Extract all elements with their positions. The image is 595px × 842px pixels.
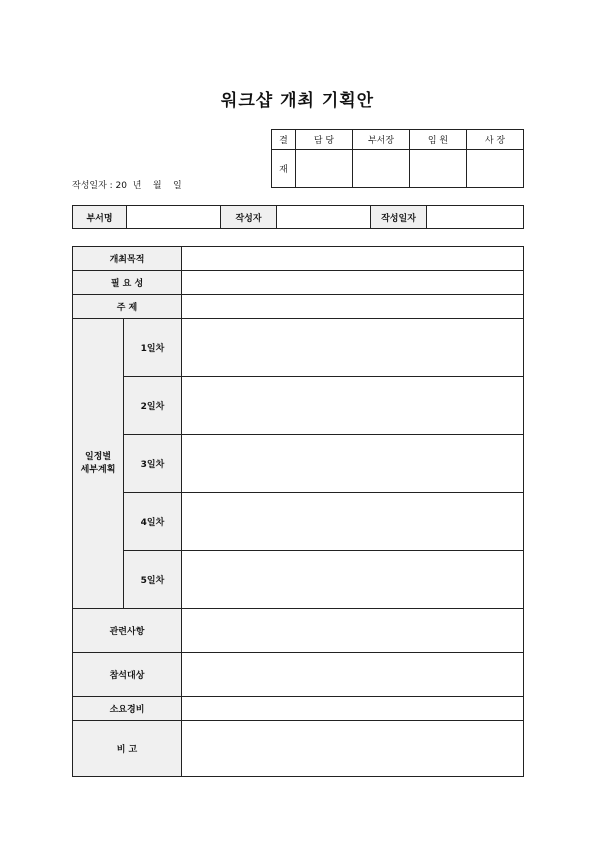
- author-field[interactable]: [277, 206, 371, 229]
- attendees-label: 참석대상: [73, 653, 182, 697]
- department-label: 부서명: [73, 206, 127, 229]
- author-label: 작성자: [221, 206, 277, 229]
- purpose-field[interactable]: [182, 247, 524, 271]
- necessity-label: 필 요 성: [73, 271, 182, 295]
- notes-label: 비 고: [73, 721, 182, 777]
- notes-field[interactable]: [182, 721, 524, 777]
- sign-box-executive[interactable]: [410, 150, 467, 188]
- approval-side-label-bottom: 재: [272, 150, 296, 188]
- schedule-label-line-2: 세부계획: [80, 464, 116, 475]
- necessity-field[interactable]: [182, 271, 524, 295]
- cost-field[interactable]: [182, 697, 524, 721]
- day-2-field[interactable]: [182, 377, 524, 435]
- day-5-field[interactable]: [182, 551, 524, 609]
- info-table: [72, 205, 524, 229]
- schedule-label: [73, 319, 124, 609]
- approval-side-label-top: 결: [272, 130, 296, 150]
- day-1-field[interactable]: [182, 319, 524, 377]
- sign-box-president[interactable]: [467, 150, 524, 188]
- department-field[interactable]: [127, 206, 221, 229]
- approval-col-manager: 담 당: [296, 130, 353, 150]
- page-title: 워크샵 개최 기획안: [220, 91, 375, 111]
- approval-table: [271, 129, 524, 188]
- attendees-field[interactable]: [182, 653, 524, 697]
- sign-box-dept-head[interactable]: [353, 150, 410, 188]
- day-4-field[interactable]: [182, 493, 524, 551]
- day-1-label: 1일차: [124, 319, 182, 377]
- purpose-label: 개최목적: [73, 247, 182, 271]
- related-field[interactable]: [182, 609, 524, 653]
- plan-table: [72, 246, 524, 777]
- subject-field[interactable]: [182, 295, 524, 319]
- approval-col-executive: 임 원: [410, 130, 467, 150]
- cost-label: 소요경비: [73, 697, 182, 721]
- approval-col-president: 사 장: [467, 130, 524, 150]
- sign-box-manager[interactable]: [296, 150, 353, 188]
- day-5-label: 5일차: [124, 551, 182, 609]
- day-2-label: 2일차: [124, 377, 182, 435]
- written-date-label: 작성일자: [371, 206, 427, 229]
- date-line: 작성일자 : 20 년 월 일: [72, 181, 182, 191]
- subject-label: 주 제: [73, 295, 182, 319]
- day-3-label: 3일차: [124, 435, 182, 493]
- day-4-label: 4일차: [124, 493, 182, 551]
- day-3-field[interactable]: [182, 435, 524, 493]
- written-date-field[interactable]: [427, 206, 524, 229]
- schedule-label-line-1: 일정별: [84, 451, 112, 462]
- approval-col-dept-head: 부서장: [353, 130, 410, 150]
- related-label: 관련사항: [73, 609, 182, 653]
